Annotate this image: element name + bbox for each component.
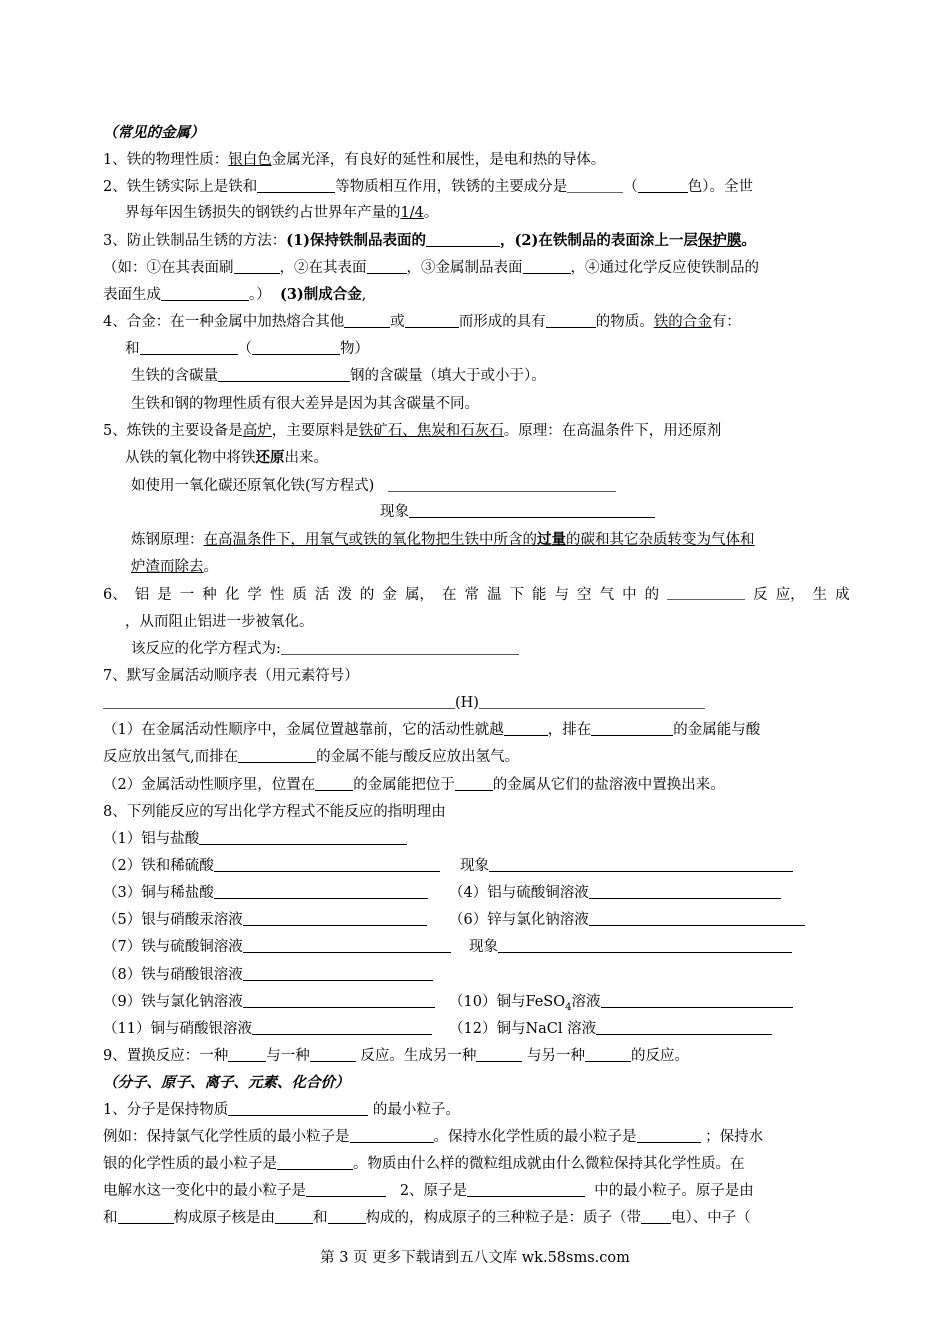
blank xyxy=(252,340,340,355)
q8-item-6: （6）锌与氯化钠溶液 xyxy=(449,910,805,930)
blank xyxy=(252,1020,432,1035)
blank xyxy=(277,1155,353,1170)
question-4-cont: 和 （ 物） xyxy=(125,341,369,357)
question-7-1-cont: 反应放出氢气,而排在 的金属不能与酸反应放出氢气。 xyxy=(103,749,520,765)
blank xyxy=(228,1047,266,1062)
q8-item-3: （3）铜与稀盐酸 xyxy=(103,883,428,903)
blank xyxy=(388,477,616,492)
question-5: 5、炼铁的主要设备是高炉，主要原料是铁矿石、焦炭和石灰石。原理：在高温条件下，用还原剂 xyxy=(103,423,722,439)
blank xyxy=(243,938,451,953)
q8-item-7-phenomenon: 现象 xyxy=(469,937,792,957)
question-6-equation: 该反应的化学方程式为: xyxy=(131,639,519,659)
question-5-cont: 从铁的氧化物中将铁还原出来。 xyxy=(125,449,328,466)
blank xyxy=(479,694,705,709)
blank xyxy=(476,1047,522,1062)
question-3-cont2: 表面生成 。） (3)制成合金, xyxy=(103,286,367,303)
blank xyxy=(601,993,793,1008)
blank xyxy=(161,286,249,301)
blank xyxy=(199,830,407,845)
q8-item-11: （11）铜与硝酸银溶液 xyxy=(103,1019,432,1039)
question-4-note: 生铁和钢的物理性质有很大差异是因为其含碳量不同。 xyxy=(131,396,479,412)
question-3: 3、防止铁制品生锈的方法：(1)保持铁制品表面的 ，(2)在铁制品的表面涂上一层保护膜。 xyxy=(103,232,756,249)
blank xyxy=(218,367,350,382)
atoms-example: 例如：保持氯气化学性质的最小粒子是 。保持水化学性质的最小粒子是 ；保持水 xyxy=(103,1129,764,1145)
blank xyxy=(585,1047,631,1062)
atoms-structure: 和 构成原子核是由 和 构成的，构成原子的三种粒子是：质子（带 电）、中子（ xyxy=(103,1210,751,1226)
blank xyxy=(103,694,455,709)
q8-item-2-phenomenon: 现象 xyxy=(460,856,793,876)
blank xyxy=(257,178,335,193)
blank xyxy=(426,232,500,247)
blank xyxy=(306,1182,386,1197)
blank xyxy=(641,1209,671,1224)
q8-item-12: （12）铜与NaCl 溶液 xyxy=(449,1019,772,1039)
activity-series-line: (H) xyxy=(103,693,705,713)
q8-item-1: （1）铝与盐酸 xyxy=(103,829,407,849)
question-5-steel-cont: 炉渣而除去。 xyxy=(131,559,218,575)
question-9: 9、置换反应：一种 与一种 反应。生成另一种 与另一种 的反应。 xyxy=(103,1048,689,1064)
question-5-equation: 如使用一氧化碳还原氧化铁(写方程式) xyxy=(131,476,616,496)
q8-item-7: （7）铁与硫酸铜溶液 xyxy=(103,937,451,957)
blank xyxy=(328,1209,366,1224)
question-7: 7、默写金属活动顺序表（用元素符号） xyxy=(103,668,359,684)
blank xyxy=(638,178,688,193)
blank xyxy=(589,911,805,926)
blank xyxy=(637,1128,701,1143)
blank xyxy=(228,1101,368,1116)
blank xyxy=(214,884,428,899)
atoms-example-cont: 银的化学性质的最小粒子是 。物质由什么样的微粒组成就由什么微粒保持其化学性质。在 xyxy=(103,1156,745,1172)
question-1: 1、铁的物理性质：银白色金属光泽，有良好的延性和展性，是电和热的导体。 xyxy=(103,152,606,168)
blank xyxy=(567,178,623,193)
blank xyxy=(238,748,316,763)
q8-item-10: （10）铜与FeSO$_4$溶液 xyxy=(449,992,793,1018)
blank xyxy=(243,966,433,981)
blank xyxy=(523,259,571,274)
blank xyxy=(310,1047,356,1062)
blank xyxy=(455,776,493,791)
section-heading-metals: （常见的金属） xyxy=(103,124,205,141)
blank xyxy=(140,340,238,355)
blank xyxy=(350,1128,434,1143)
blank xyxy=(281,640,519,655)
blank xyxy=(504,721,548,736)
blank xyxy=(589,884,781,899)
blank xyxy=(275,1209,313,1224)
question-7-2: （2）金属活动性顺序里，位置在 的金属能把位于 的金属从它们的盐溶液中置换出来。 xyxy=(103,777,725,793)
blank xyxy=(315,776,353,791)
blank xyxy=(405,313,459,328)
question-6-cont: ，从而阻止铝进一步被氧化。 xyxy=(125,614,314,630)
blank xyxy=(667,585,745,600)
section-heading-atoms: （分子、原子、离子、元素、化合价） xyxy=(103,1074,350,1091)
question-5-phenomenon: 现象 xyxy=(380,502,655,522)
question-3-cont: （如：①在其表面刷 ，②在其表面 ，③金属制品表面 ，④通过化学反应使铁制品的 xyxy=(103,260,759,276)
q8-item-5: （5）银与硝酸汞溶液 xyxy=(103,910,427,930)
blank xyxy=(234,259,280,274)
blank xyxy=(467,1182,585,1197)
blank xyxy=(546,313,596,328)
q8-item-8: （8）铁与硝酸银溶液 xyxy=(103,965,433,985)
question-8: 8、下列能反应的写出化学方程式不能反应的指明理由 xyxy=(103,804,446,820)
q8-item-4: （4）铝与硫酸铜溶液 xyxy=(449,883,781,903)
blank xyxy=(367,259,407,274)
question-2: 2、铁生锈实际上是铁和 等物质相互作用，铁锈的主要成分是 （ 色）。全世 xyxy=(103,179,753,195)
blank xyxy=(344,313,390,328)
page-footer: 第 3 页 更多下载请到五八文库 wk.58sms.com xyxy=(320,1250,630,1266)
question-4-carbon: 生铁的含碳量 钢的含碳量（填大于或小于）。 xyxy=(131,368,546,384)
blank xyxy=(118,1209,174,1224)
blank xyxy=(409,503,655,518)
question-2-cont: 界每年因生锈损失的钢铁约占世界年产量的1/4。 xyxy=(125,205,439,221)
q8-item-9: （9）铁与氯化钠溶液 xyxy=(103,992,435,1012)
blank xyxy=(596,1020,772,1035)
blank xyxy=(591,721,673,736)
question-5-steel: 炼钢原理：在高温条件下，用氧气或铁的氧化物把生铁中所含的过量的碳和其它杂质转变为气体和 xyxy=(131,531,755,548)
blank xyxy=(498,938,792,953)
question-4: 4、合金：在一种金属中加热熔合其他 或 而形成的具有 的物质。铁的合金有： xyxy=(103,314,741,330)
atoms-electrolysis: 电解水这一变化中的最小粒子是 2、原子是 中的最小粒子。原子是由 xyxy=(103,1183,754,1199)
blank xyxy=(243,911,427,926)
blank xyxy=(214,857,440,872)
blank xyxy=(489,857,793,872)
question-6: 6、 铝 是 一 种 化 学 性 质 活 泼 的 金 属， 在 常 温 下 能 与 空 气 中 的 反 应， 生 成 xyxy=(103,587,850,603)
q8-item-2: （2）铁和稀硫酸 xyxy=(103,856,440,876)
atoms-1: 1、分子是保持物质 的最小粒子。 xyxy=(103,1102,460,1118)
blank xyxy=(243,993,435,1008)
question-7-1: （1）在金属活动性顺序中，金属位置越靠前，它的活动性就越 ，排在 的金属能与酸 xyxy=(103,722,761,738)
